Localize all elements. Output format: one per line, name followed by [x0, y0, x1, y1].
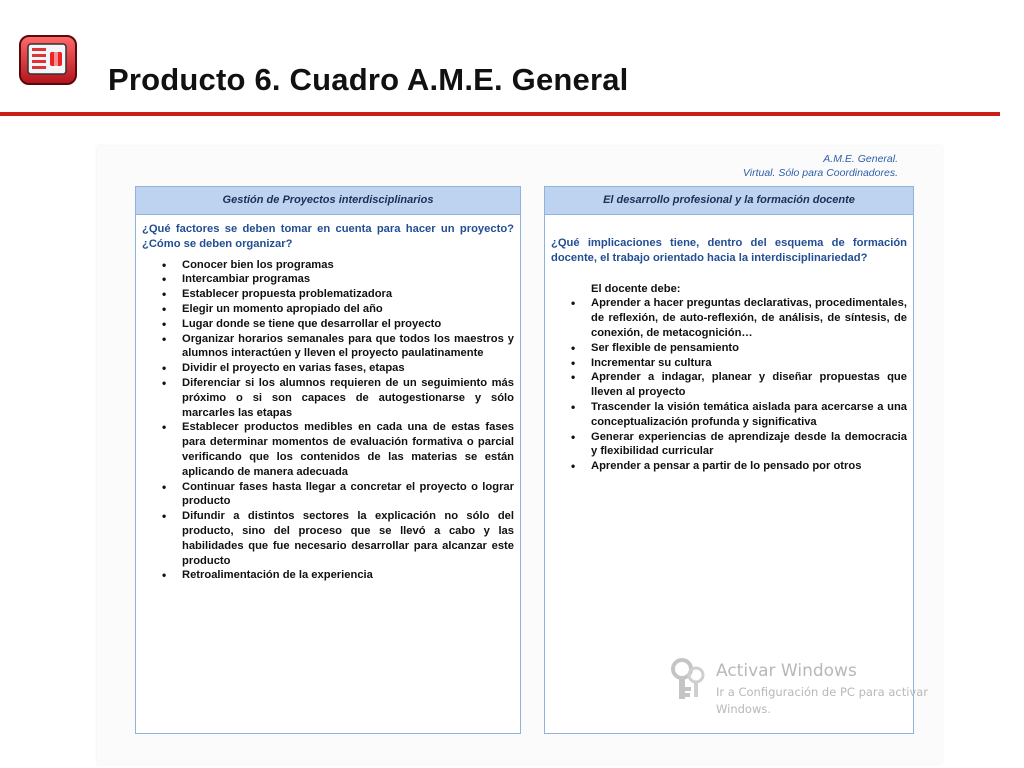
list-item: • Generar experiencias de aprendizaje desde la democracia y flexibilidad curricular: [591, 430, 907, 460]
list-item: • Incrementar su cultura: [591, 356, 907, 371]
list-item: • Elegir un momento apropiado del año: [182, 302, 514, 317]
watermark-title: Activar Windows: [716, 661, 857, 681]
list-item: • Diferenciar si los alumnos requieren de un seguimiento más próximo o si son capaces de autogestionarse y sólo marcarles las etapas: [182, 376, 514, 420]
list-item: • Aprender a hacer preguntas declarativas, procedimentales, de reflexión, de auto-reflexión, de análisis, de síntesis, de conexión, de metacognición…: [591, 296, 907, 340]
right-column-question: ¿Qué implicaciones tiene, dentro del esquema de formación docente, el trabajo orientado hacia la interdisciplinariedad?: [551, 237, 907, 264]
right-column-heading: El desarrollo profesional y la formación docente: [545, 187, 913, 215]
right-column-list: [551, 296, 907, 474]
list-item: • Organizar horarios semanales para que todos los maestros y alumnos interactúen y lleven el proyecto paulatinamente: [182, 332, 514, 362]
right-column-box: [544, 186, 914, 734]
left-column-box: [135, 186, 521, 734]
list-item: • Ser flexible de pensamiento: [591, 341, 907, 356]
list-item: • Difundir a distintos sectores la explicación no sólo del producto, sino del proceso que se llevó a cabo y las habilidades que fue necesario desarrollar para alcanzar este producto: [182, 509, 514, 568]
title-divider: [0, 112, 1000, 116]
left-column-question: ¿Qué factores se deben tomar en cuenta para hacer un proyecto? ¿Cómo se deben organizar?: [142, 223, 514, 250]
list-item: • Retroalimentación de la experiencia: [182, 568, 514, 583]
left-column-list: [142, 258, 514, 584]
watermark-line1: Ir a Configuración de PC para activar: [716, 685, 929, 699]
list-item: • Dividir el proyecto en varias fases, etapas: [182, 361, 514, 376]
document-subtitle-line2: Virtual. Sólo para Coordinadores.: [742, 167, 898, 179]
left-column-heading: Gestión de Proyectos interdisciplinarios: [136, 187, 520, 215]
list-item: • Aprender a indagar, planear y diseñar propuestas que lleven al proyecto: [591, 370, 907, 400]
document-subtitle-line1: A.M.E. General.: [823, 153, 898, 165]
list-item: • Intercambiar programas: [182, 272, 514, 287]
right-column-intro: El docente debe:: [591, 282, 681, 295]
slide-title: Producto 6. Cuadro A.M.E. General: [108, 62, 629, 97]
list-item: • Establecer propuesta problematizadora: [182, 287, 514, 302]
key-icon: [668, 657, 710, 701]
list-item: • Establecer productos medibles en cada una de estas fases para determinar momentos de evaluación formativa o parcial verificando que los contenidos de las materias se están aplicando de manera adecuada: [182, 420, 514, 479]
watermark-line2: Windows.: [716, 702, 771, 716]
list-item: • Continuar fases hasta llegar a concretar el proyecto o lograr producto: [182, 480, 514, 510]
activation-watermark: [668, 657, 938, 721]
list-item: • Trascender la visión temática aislada para acercarse a una conceptualización profunda y significativa: [591, 400, 907, 430]
list-item: • Conocer bien los programas: [182, 258, 514, 273]
document-subtitle: [743, 152, 898, 180]
presentation-logo-icon: [18, 30, 82, 94]
list-item: • Lugar donde se tiene que desarrollar el proyecto: [182, 317, 514, 332]
list-item: • Aprender a pensar a partir de lo pensado por otros: [591, 459, 907, 474]
